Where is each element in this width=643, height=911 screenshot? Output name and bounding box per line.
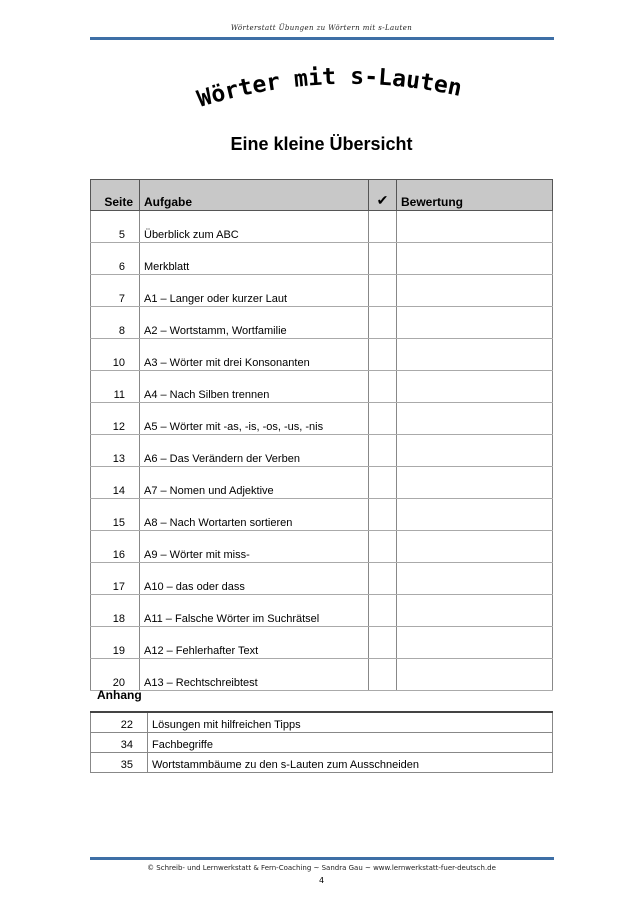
appendix-task: Wortstammbäume zu den s-Lauten zum Ausschneiden bbox=[148, 753, 553, 773]
row-check-box[interactable] bbox=[369, 563, 397, 595]
main-title-path: Wörter mit s-Lauten bbox=[194, 63, 465, 113]
row-rating[interactable] bbox=[397, 275, 553, 307]
row-rating[interactable] bbox=[397, 211, 553, 243]
row-page: 12 bbox=[91, 403, 140, 435]
row-rating[interactable] bbox=[397, 435, 553, 467]
row-page: 7 bbox=[91, 275, 140, 307]
row-task: A1 – Langer oder kurzer Laut bbox=[140, 275, 369, 307]
row-task: A4 – Nach Silben trennen bbox=[140, 371, 369, 403]
row-rating[interactable] bbox=[397, 307, 553, 339]
row-check-box[interactable] bbox=[369, 659, 397, 691]
table-row bbox=[91, 307, 553, 339]
table-row bbox=[91, 339, 553, 371]
appendix-task: Fachbegriffe bbox=[148, 733, 553, 753]
row-task: A13 – Rechtschreibtest bbox=[140, 659, 369, 691]
table-header-row bbox=[91, 180, 553, 211]
row-check-box[interactable] bbox=[369, 627, 397, 659]
row-task: A3 – Wörter mit drei Konsonanten bbox=[140, 339, 369, 371]
main-title-text bbox=[194, 64, 464, 113]
header-page: Seite bbox=[91, 180, 140, 211]
main-title bbox=[190, 63, 480, 123]
appendix-page: 35 bbox=[91, 753, 148, 773]
table-row bbox=[91, 595, 553, 627]
table-row bbox=[91, 435, 553, 467]
row-page: 11 bbox=[91, 371, 140, 403]
row-task: A12 – Fehlerhafter Text bbox=[140, 627, 369, 659]
appendix-row bbox=[91, 753, 553, 773]
row-page: 13 bbox=[91, 435, 140, 467]
table-row bbox=[91, 243, 553, 275]
table-row bbox=[91, 275, 553, 307]
row-rating[interactable] bbox=[397, 531, 553, 563]
row-rating[interactable] bbox=[397, 627, 553, 659]
row-page: 17 bbox=[91, 563, 140, 595]
row-page: 6 bbox=[91, 243, 140, 275]
row-check-box[interactable] bbox=[369, 211, 397, 243]
header-rule bbox=[90, 37, 554, 40]
appendix-title: Anhang bbox=[97, 688, 142, 702]
row-page: 5 bbox=[91, 211, 140, 243]
row-page: 18 bbox=[91, 595, 140, 627]
row-task: A10 – das oder dass bbox=[140, 563, 369, 595]
row-check-box[interactable] bbox=[369, 435, 397, 467]
header-task: Aufgabe bbox=[140, 180, 369, 211]
header-running-title: Wörterstatt Übungen zu Wörtern mit s-Lauten bbox=[230, 24, 413, 32]
table-row bbox=[91, 371, 553, 403]
row-page: 10 bbox=[91, 339, 140, 371]
table-row bbox=[91, 499, 553, 531]
appendix-page: 22 bbox=[91, 712, 148, 733]
table-row bbox=[91, 531, 553, 563]
header-rating: Bewertung bbox=[397, 180, 553, 211]
table-row bbox=[91, 659, 553, 691]
row-check-box[interactable] bbox=[369, 307, 397, 339]
appendix-task: Lösungen mit hilfreichen Tipps bbox=[148, 712, 553, 733]
row-check-box[interactable] bbox=[369, 339, 397, 371]
overview-table bbox=[90, 179, 553, 691]
row-page: 19 bbox=[91, 627, 140, 659]
row-check-box[interactable] bbox=[369, 595, 397, 627]
row-rating[interactable] bbox=[397, 403, 553, 435]
row-check-box[interactable] bbox=[369, 275, 397, 307]
table-row bbox=[91, 627, 553, 659]
appendix-page: 34 bbox=[91, 733, 148, 753]
appendix-row bbox=[91, 733, 553, 753]
table-row bbox=[91, 467, 553, 499]
row-task: Überblick zum ABC bbox=[140, 211, 369, 243]
subtitle: Eine kleine Übersicht bbox=[230, 134, 413, 154]
footer-text: © Schreib- und Lernwerkstatt & Fern-Coaching ~ Sandra Gau ~ www.lernwerkstatt-fuer-deutsch.de bbox=[147, 864, 496, 872]
row-task: Merkblatt bbox=[140, 243, 369, 275]
row-check-box[interactable] bbox=[369, 403, 397, 435]
row-rating[interactable] bbox=[397, 595, 553, 627]
table-row bbox=[91, 211, 553, 243]
footer-rule bbox=[90, 857, 554, 860]
row-check-box[interactable] bbox=[369, 243, 397, 275]
page-number: 4 bbox=[318, 876, 325, 885]
header-check-icon: ✔ bbox=[369, 180, 397, 211]
row-rating[interactable] bbox=[397, 467, 553, 499]
row-rating[interactable] bbox=[397, 563, 553, 595]
row-check-box[interactable] bbox=[369, 371, 397, 403]
row-rating[interactable] bbox=[397, 499, 553, 531]
row-page: 20 bbox=[91, 659, 140, 691]
row-task: A11 – Falsche Wörter im Suchrätsel bbox=[140, 595, 369, 627]
row-task: A9 – Wörter mit miss- bbox=[140, 531, 369, 563]
row-task: A2 – Wortstamm, Wortfamilie bbox=[140, 307, 369, 339]
appendix-table bbox=[90, 711, 553, 773]
row-task: A8 – Nach Wortarten sortieren bbox=[140, 499, 369, 531]
row-task: A6 – Das Verändern der Verben bbox=[140, 435, 369, 467]
row-page: 8 bbox=[91, 307, 140, 339]
row-task: A7 – Nomen und Adjektive bbox=[140, 467, 369, 499]
row-page: 14 bbox=[91, 467, 140, 499]
table-row bbox=[91, 563, 553, 595]
row-check-box[interactable] bbox=[369, 499, 397, 531]
row-check-box[interactable] bbox=[369, 531, 397, 563]
table-row bbox=[91, 403, 553, 435]
row-rating[interactable] bbox=[397, 371, 553, 403]
row-task: A5 – Wörter mit -as, -is, -os, -us, -nis bbox=[140, 403, 369, 435]
appendix-row bbox=[91, 712, 553, 733]
row-rating[interactable] bbox=[397, 659, 553, 691]
row-page: 15 bbox=[91, 499, 140, 531]
row-check-box[interactable] bbox=[369, 467, 397, 499]
row-page: 16 bbox=[91, 531, 140, 563]
row-rating[interactable] bbox=[397, 243, 553, 275]
row-rating[interactable] bbox=[397, 339, 553, 371]
